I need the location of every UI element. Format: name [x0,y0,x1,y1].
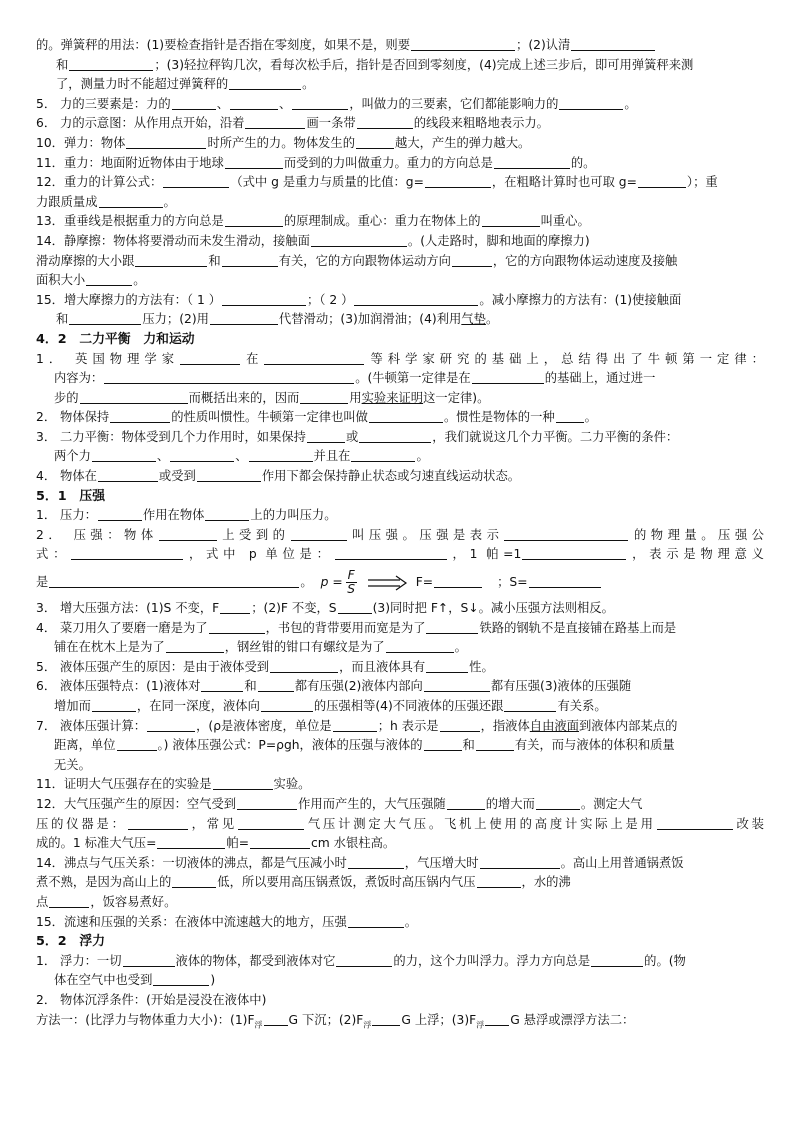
answer-blank[interactable] [556,408,584,423]
answer-blank[interactable] [210,310,278,325]
answer-blank[interactable] [264,350,364,365]
answer-blank[interactable] [135,252,207,267]
answer-blank[interactable] [472,369,544,384]
answer-blank[interactable] [71,545,183,560]
worksheet [36,36,764,1035]
answer-blank[interactable] [529,573,601,588]
answer-blank[interactable] [245,114,305,129]
answer-blank[interactable] [172,873,216,888]
answer-blank[interactable] [172,95,216,110]
answer-blank[interactable] [92,447,156,462]
answer-blank[interactable] [222,291,306,306]
answer-blank[interactable] [99,193,163,208]
answer-blank[interactable] [205,506,249,521]
answer-blank[interactable] [657,815,733,830]
answer-blank[interactable] [80,389,188,404]
item-1-pressure-force: 1． 压力： 作用在物体 上的力叫压力。 [36,508,337,523]
item-7-liquid-pressure-calc: 7． 液体压强计算： ，(ρ是液体密度，单位是 ；h 表示是 ，指液体自由液面到液体内部某点的 [36,718,678,733]
answer-blank[interactable] [571,36,655,51]
answer-blank[interactable] [128,815,188,830]
item-15-flow-pressure: 15．流速和压强的关系：在液体中流速越大的地方，压强 。 [36,914,418,929]
item-10-elastic-force: 10．弹力：物体 时所产生的力。物体发生的 越大，产生的弹力越大。 [36,135,531,150]
answer-blank[interactable] [494,154,570,169]
answer-blank[interactable] [163,173,229,188]
item-2-pressure-meaning: 是 。 p = $\frac{F}{S}$ F= ；S= [36,565,764,599]
answer-blank[interactable] [356,134,394,149]
item-2-method-one: 方法一：(比浮力与物体重力大小)：$(1)F_浮$ G 下沉；$(2)F_浮$ G 上浮；$(3)F_浮$ G 悬浮或漂浮方法二： [36,1012,635,1029]
line-spring-scale-1: 的。弹簧秤的用法：(1)要检查指针是否指在零刻度，如果不是，则要 ；(2)认清 [36,36,764,56]
section-heading-5-1: 5．1 压强 [36,488,105,504]
item-12-atmospheric-instrument: 压的仪器是： ，常见 气压计测定大气压。飞机上使用的高度计实际上是用 改装 [36,816,764,831]
answer-blank[interactable] [238,815,304,830]
answer-blank[interactable] [504,697,556,712]
answer-blank[interactable] [126,134,206,149]
item-15-friction-methods: 15．增大摩擦力的方法有：（ 1 ） ；（ 2 ） 。减小摩擦力的方法有：(1)使接触面 [36,292,682,307]
item-2-sink-float: 2． 物体沉浮条件：(开始是浸没在液体中) [36,992,267,1007]
item-12-atmospheric-cause: 12．大气压强产生的原因：空气受到 作用而产生的，大气压强随 的增大而 。测定大气 [36,796,643,811]
item-3-increase-pressure: 3． 增大压强方法：(1)S 不变，F ；(2)F 不变，S (3)同时把 F↑，S↓。减小压强方法则相反。 [36,601,614,616]
answer-blank[interactable] [249,447,313,462]
answer-blank[interactable] [480,854,560,869]
answer-blank[interactable] [86,271,132,286]
answer-blank[interactable] [348,913,404,928]
item-11-gravity: 11．重力：地面附近物体由于地球 而受到的力叫做重力。重力的方向总是 的。 [36,155,596,170]
item-5-liquid-pressure-cause: 5． 液体压强产生的原因：是由于液体受到 ，而且液体具有 性。 [36,659,494,674]
answer-blank[interactable] [372,1011,400,1026]
answer-blank[interactable] [166,638,224,653]
answer-blank[interactable] [117,736,157,751]
item-5-three-elements: 5． 力的三要素是：力的 、 、 ，叫做力的三要素，它们都能影响力的 。 [36,96,637,111]
item-14-boiling-point: 14．沸点与气压关系：一切液体的沸点，都是气压减小时 ，气压增大时 。高山上用普通锅煮饭 [36,855,684,870]
answer-blank[interactable] [348,854,404,869]
item-1-newton-content: 内容为： 。(牛顿第一定律是在 的基础上，通过进一 [54,371,656,386]
answer-blank[interactable] [335,545,447,560]
line-spring-scale-3: 了，测量力时不能超过弹簧秤的 。 [56,77,315,92]
answer-blank[interactable] [591,952,643,967]
answer-blank[interactable] [536,795,580,810]
answer-blank[interactable] [300,389,348,404]
answer-blank[interactable] [229,75,301,90]
answer-blank[interactable] [209,619,265,634]
item-12-gravity-formula: 12．重力的计算公式： （式中 g 是重力与质量的比值：g= ，在粗略计算时也可取 g= ）；重 [36,175,718,190]
item-6-liquid-pressure-features: 6． 液体压强特点：(1)液体对 和 都有压强(2)液体内部向 都有压强(3)液体的压强随 [36,679,632,694]
answer-blank[interactable] [447,795,485,810]
answer-blank[interactable] [311,232,407,247]
item-3-balance-conditions: 两个力 、 、 并且在 。 [54,449,429,464]
answer-blank[interactable] [477,873,521,888]
item-14-static-friction: 14．静摩擦：物体将要滑动而未发生滑动，接触面 。(人走路时，脚和地面的摩擦力) [36,233,590,248]
double-arrow-icon [366,575,410,591]
item-4-motion-state: 4． 物体在 或受到 作用下都会保持静止状态或匀速直线运动状态。 [36,469,521,484]
answer-blank[interactable] [559,95,623,110]
answer-blank[interactable] [261,697,313,712]
answer-blank[interactable] [230,95,278,110]
item-11-atmospheric-experiment: 11．证明大气压强存在的实验是 实验。 [36,777,311,792]
item-14-sliding-friction: 滑动摩擦的大小跟 和 有关，它的方向跟物体运动方向 ，它的方向跟物体运动速度及接触 [36,253,678,268]
answer-blank[interactable] [452,252,492,267]
answer-blank[interactable] [237,795,297,810]
answer-blank[interactable] [307,428,345,443]
answer-blank[interactable] [354,291,478,306]
answer-blank[interactable] [104,369,354,384]
item-6-force-diagram: 6． 力的示意图：从作用点开始，沿着 画一条带 的线段来粗略地表示力。 [36,116,549,131]
item-2-inertia: 2． 物体保持 的性质叫惯性。牛顿第一定律也叫做 。惯性是物体的一种 。 [36,410,597,425]
answer-blank[interactable] [123,952,175,967]
item-15-friction-methods-cont: 和 压力；(2)用 代替滑动；(3)加润滑油；(4)利用气垫。 [56,312,499,327]
item-1-buoyancy-cont: 体在空气中也受到 ) [54,973,216,988]
answer-blank[interactable] [225,212,283,227]
answer-blank[interactable] [485,1011,509,1026]
answer-blank[interactable] [98,506,142,521]
answer-blank[interactable] [69,310,141,325]
answer-blank[interactable] [426,619,478,634]
answer-blank[interactable] [170,447,234,462]
item-2-pressure-formula: 式： ，式中 p 单位是： ，1 帕=1 ，表示是物理意义 [36,547,764,562]
answer-blank[interactable] [426,658,468,673]
answer-blank[interactable] [369,408,443,423]
item-14-sliding-friction-cont: 面积大小 。 [36,273,146,288]
item-14-boiling-point-cont: 煮不熟，是因为高山上的 低，所以要用高压锅煮饭，煮饭时高压锅内气压 ，水的沸 [36,875,571,890]
answer-blank[interactable] [92,697,136,712]
pressure-fraction: $\frac{F}{S}$ [347,568,356,597]
answer-blank[interactable] [201,677,243,692]
answer-blank[interactable] [291,526,347,541]
section-heading-5-2: 5．2 浮力 [36,934,105,950]
answer-blank[interactable] [153,971,209,986]
item-4-knife-cont: 铺在在枕木上是为了 ，钢丝钳的钳口有螺纹是为了 。 [54,640,467,655]
item-3-balance: 3． 二力平衡：物体受到几个力作用时，如果保持 或 ，我们就说这几个力平衡。二力平衡的条件： [36,429,679,444]
answer-blank[interactable] [482,212,540,227]
answer-blank[interactable] [357,114,413,129]
answer-blank[interactable] [98,467,158,482]
answer-blank[interactable] [476,736,514,751]
answer-blank[interactable] [440,717,480,732]
answer-blank[interactable] [522,545,626,560]
answer-blank[interactable] [258,677,294,692]
answer-blank[interactable] [49,893,89,908]
item-14-boiling-point-end: 点 ，饭容易煮好。 [36,894,177,909]
answer-blank[interactable] [351,447,415,462]
answer-blank[interactable] [292,95,348,110]
answer-blank[interactable] [159,526,217,541]
answer-blank[interactable] [336,952,392,967]
answer-blank[interactable] [157,834,225,849]
answer-blank[interactable] [333,717,377,732]
item-1-newton-cont: 步的 而概括出来的，因而 用实验来证明这一定律)。 [54,390,490,405]
item-12-gravity-formula-cont: 力跟质量成 。 [36,194,176,209]
item-1-newton: 1． 英国物理学家 在 等科学家研究的基础上，总结得出了牛顿第一定律： [36,351,764,366]
answer-blank[interactable] [49,573,299,588]
item-4-knife: 4． 菜刀用久了要磨一磨是为了 ，书包的背带要用而宽是为了 铁路的钢轨不是直接铺在路基上而是 [36,620,677,635]
section-heading-4-2: 4．2 二力平衡 力和运动 [36,331,195,347]
answer-blank[interactable] [213,775,273,790]
answer-blank[interactable] [411,36,515,51]
item-7-liquid-pressure-calc-end: 无关。 [54,757,91,772]
answer-blank[interactable] [270,658,338,673]
item-6-liquid-pressure-features-cont: 增加而 ，在同一深度，液体向 的压强相等(4)不同液体的压强还跟 有关系。 [54,699,607,713]
answer-blank[interactable] [434,573,482,588]
item-2-pressure: 2． 压强：物体 上受到的 叫压强。压强是表示 的物理量。压强公 [36,527,764,542]
answer-blank[interactable] [180,350,240,365]
item-13-plumb-line: 13．重垂线是根据重力的方向总是 的原理制成。重心：重力在物体上的 叫重心。 [36,214,590,229]
answer-blank[interactable] [386,638,454,653]
answer-blank[interactable] [504,526,628,541]
answer-blank[interactable] [338,599,372,614]
answer-blank[interactable] [359,428,431,443]
item-7-liquid-pressure-calc-cont: 距离，单位 。) 液体压强公式：P=ρgh，液体的压强与液体的 和 有关，而与液体的体积和质量 [54,738,675,753]
answer-blank[interactable] [110,408,170,423]
answer-blank[interactable] [147,717,195,732]
line-spring-scale-2: 和 ；(3)轻拉秤钩几次，看每次松手后，指针是否回到零刻度，(4)完成上述三步后，即可用弹簧秤来测 [56,57,694,72]
answer-blank[interactable] [424,736,462,751]
answer-blank[interactable] [424,677,490,692]
answer-blank[interactable] [425,173,491,188]
answer-blank[interactable] [197,467,261,482]
answer-blank[interactable] [250,834,310,849]
answer-blank[interactable] [638,173,686,188]
item-12-standard-atmosphere: 成的。1 标准大气压= 帕= cm 水银柱高。 [36,836,396,851]
answer-blank[interactable] [222,252,278,267]
answer-blank[interactable] [264,1011,288,1026]
answer-blank[interactable] [220,599,250,614]
answer-blank[interactable] [225,154,283,169]
answer-blank[interactable] [69,56,153,71]
item-1-buoyancy: 1． 浮力：一切 液体的物体，都受到液体对它 的力，这个力叫浮力。浮力方向总是 的。(物 [36,953,686,968]
